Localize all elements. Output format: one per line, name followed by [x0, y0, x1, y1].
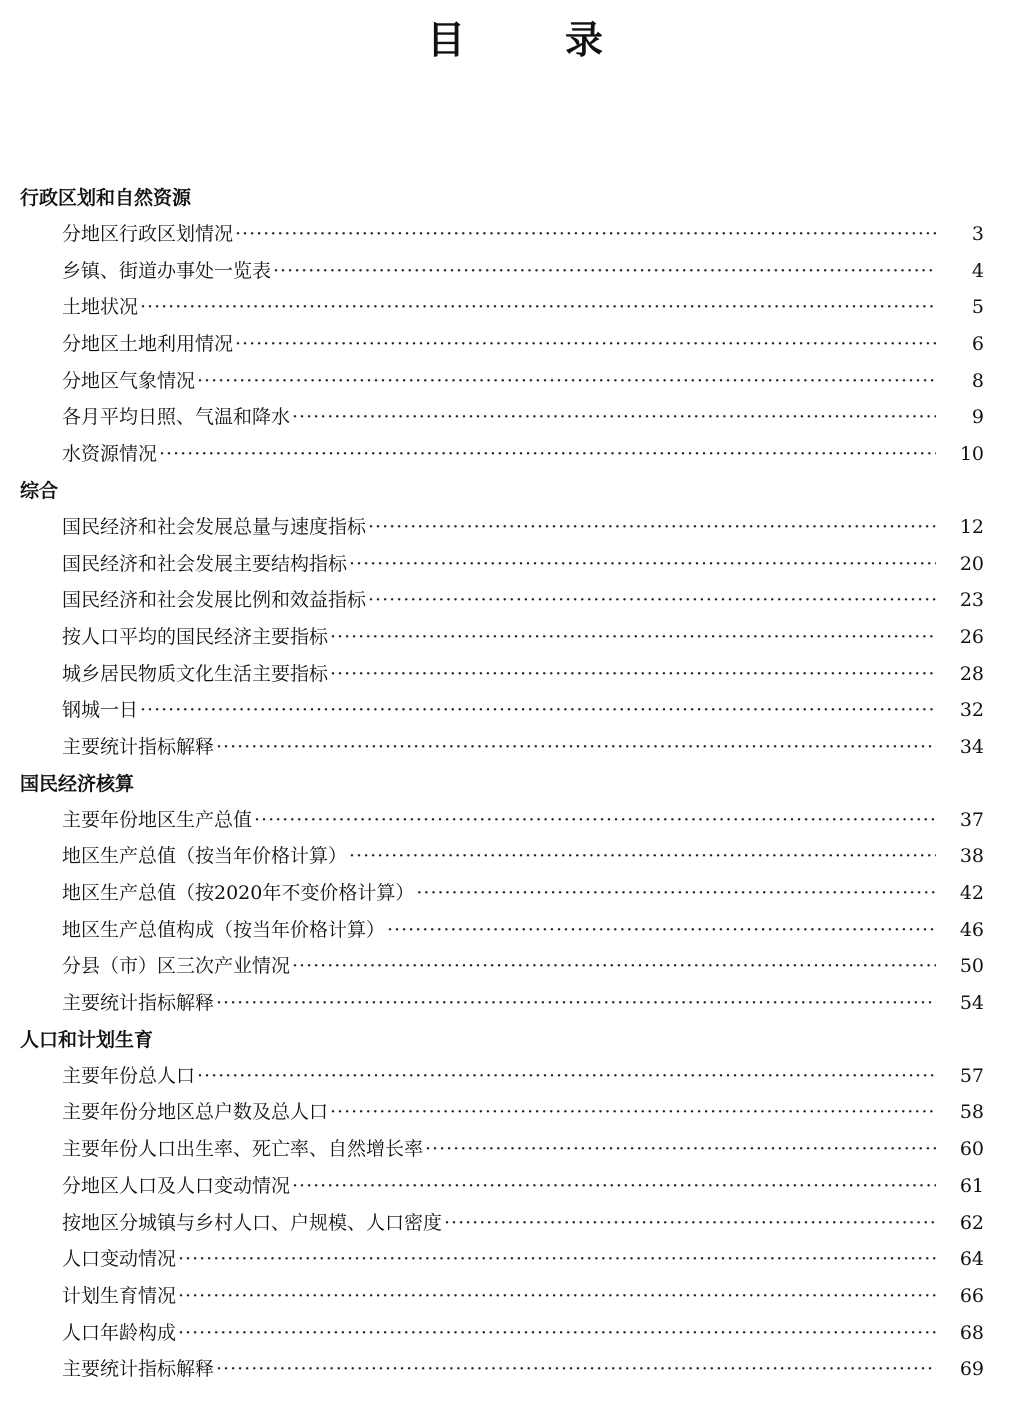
toc-entry[interactable] — [0, 692, 1030, 729]
section-heading: 行政区划和自然资源 — [20, 187, 192, 209]
toc-entry[interactable] — [0, 912, 1030, 949]
toc-entry-title: 水资源情况 — [62, 443, 158, 466]
dot-leader — [140, 692, 936, 729]
toc-entry-page-number: 5 — [971, 296, 984, 319]
toc-entry[interactable] — [0, 326, 1030, 363]
toc-entry-page-number: 58 — [959, 1101, 984, 1124]
dot-leader — [292, 948, 936, 985]
toc-entry-page-number: 69 — [959, 1358, 984, 1381]
dot-leader — [425, 1131, 936, 1168]
dot-leader — [368, 582, 936, 619]
toc-entry-page-number: 68 — [959, 1321, 984, 1344]
dot-leader — [292, 399, 936, 436]
toc-entry-page-number: 23 — [959, 589, 984, 612]
toc-entry[interactable] — [0, 253, 1030, 290]
toc-entry-page-number: 57 — [959, 1064, 984, 1087]
toc-entry-page-number: 37 — [959, 808, 984, 831]
section-heading: 综合 — [20, 479, 59, 502]
toc-entry[interactable] — [0, 1241, 1030, 1278]
toc-entry[interactable] — [0, 656, 1030, 693]
toc-entry-title: 按人口平均的国民经济主要指标 — [62, 625, 329, 648]
toc-entry-page-number: 42 — [959, 882, 984, 904]
dot-leader — [216, 729, 936, 766]
toc-entry-page-number: 26 — [959, 625, 984, 648]
toc-entry-title: 分地区土地利用情况 — [62, 333, 234, 356]
dot-leader — [140, 289, 936, 326]
toc-entry-title: 人口变动情况 — [62, 1248, 177, 1271]
page-title: 目录 — [426, 18, 703, 62]
dot-leader — [159, 436, 936, 473]
toc-entry-title: 主要统计指标解释 — [62, 735, 215, 758]
dot-leader — [197, 363, 936, 400]
toc-entry-page-number: 9 — [971, 406, 984, 429]
toc-entry-title: 主要年份分地区总户数及总人口 — [62, 1101, 329, 1124]
toc-entry-page-number: 28 — [959, 662, 984, 685]
dot-leader — [178, 1241, 936, 1278]
dot-leader — [197, 1058, 936, 1095]
toc-entry-page-number: 54 — [959, 992, 984, 1015]
toc-entry-title: 土地状况 — [62, 296, 139, 319]
toc-entry-title: 国民经济和社会发展主要结构指标 — [62, 552, 348, 575]
toc-entry-title: 主要年份总人口 — [62, 1064, 196, 1087]
toc-entry-page-number: 10 — [959, 443, 984, 466]
toc-entry-page-number: 8 — [971, 369, 984, 392]
section-heading: 国民经济核算 — [20, 772, 135, 795]
toc-entry-title: 分县（市）区三次产业情况 — [62, 955, 291, 978]
toc-entry[interactable] — [0, 509, 1030, 546]
toc-section — [0, 1022, 1030, 1388]
toc-entry[interactable] — [0, 1168, 1030, 1205]
toc-entry[interactable] — [0, 619, 1030, 656]
dot-leader — [330, 619, 936, 656]
toc-entry[interactable] — [0, 1058, 1030, 1095]
dot-leader — [216, 985, 936, 1022]
toc-entry-page-number: 32 — [959, 699, 984, 722]
dot-leader — [292, 1168, 936, 1205]
toc-entry-title: 分地区人口及人口变动情况 — [62, 1174, 291, 1197]
toc-entry-page-number: 66 — [959, 1284, 984, 1307]
toc-entry[interactable] — [0, 582, 1030, 619]
toc-section — [0, 766, 1030, 1022]
toc-entry[interactable] — [0, 399, 1030, 436]
toc-entry-title: 国民经济和社会发展总量与速度指标 — [62, 515, 367, 538]
dot-leader — [349, 838, 936, 875]
toc-entry[interactable] — [0, 436, 1030, 473]
toc-entry[interactable] — [0, 1094, 1030, 1131]
dot-leader — [330, 1094, 936, 1131]
dot-leader — [368, 509, 936, 546]
toc-entry-page-number: 62 — [959, 1211, 984, 1234]
toc-entry-title: 各月平均日照、气温和降水 — [62, 406, 291, 429]
toc-entry-page-number: 12 — [959, 515, 984, 538]
dot-leader — [178, 1278, 936, 1315]
dot-leader — [216, 1351, 936, 1388]
toc-entry-page-number: 34 — [959, 735, 984, 758]
toc-entry-title: 主要统计指标解释 — [62, 1358, 215, 1381]
toc-entry-page-number: 6 — [971, 333, 984, 356]
toc-entry[interactable] — [0, 1278, 1030, 1315]
dot-leader — [273, 253, 936, 290]
toc-entry-title: 地区生产总值（按当年价格计算） — [62, 845, 348, 868]
toc-entry-title: 分地区行政区划情况 — [62, 223, 234, 245]
toc-entry[interactable] — [0, 1205, 1030, 1242]
toc-entry-title: 地区生产总值构成（按当年价格计算） — [62, 918, 386, 941]
toc-section — [0, 180, 1030, 473]
toc-entry[interactable] — [0, 1131, 1030, 1168]
toc-entry[interactable] — [0, 1315, 1030, 1352]
toc-entry-title: 主要统计指标解释 — [62, 992, 215, 1015]
table-of-contents — [0, 180, 1030, 1388]
toc-entry-title: 主要年份人口出生率、死亡率、自然增长率 — [62, 1138, 424, 1161]
dot-leader — [178, 1315, 936, 1352]
toc-entry[interactable] — [0, 802, 1030, 839]
toc-entry-page-number: 3 — [971, 223, 984, 245]
toc-entry-title: 人口年龄构成 — [62, 1321, 177, 1344]
toc-entry[interactable] — [0, 985, 1030, 1022]
toc-entry-page-number: 20 — [959, 552, 984, 575]
section-heading: 人口和计划生育 — [20, 1028, 154, 1051]
toc-entry[interactable] — [0, 289, 1030, 326]
toc-entry-title: 分地区气象情况 — [62, 369, 196, 392]
toc-entry-page-number: 61 — [959, 1174, 984, 1197]
toc-entry-title: 地区生产总值（按2020年不变价格计算） — [62, 882, 415, 904]
toc-entry[interactable] — [0, 1351, 1030, 1388]
dot-leader — [330, 656, 936, 693]
dot-leader — [349, 546, 936, 583]
toc-entry-title: 城乡居民物质文化生活主要指标 — [62, 662, 329, 685]
toc-entry[interactable] — [0, 875, 1030, 912]
toc-entry-page-number: 64 — [959, 1248, 984, 1271]
toc-entry[interactable] — [0, 838, 1030, 875]
dot-leader — [254, 802, 936, 839]
toc-entry[interactable] — [0, 729, 1030, 766]
toc-entry[interactable] — [0, 216, 1030, 253]
dot-leader — [387, 912, 936, 949]
toc-entry-page-number: 50 — [959, 955, 984, 978]
toc-entry-title: 国民经济和社会发展比例和效益指标 — [62, 589, 367, 612]
toc-entry[interactable] — [0, 546, 1030, 583]
toc-entry-page-number: 4 — [971, 259, 984, 282]
toc-entry-page-number: 60 — [959, 1138, 984, 1161]
dot-leader — [235, 326, 936, 363]
toc-entry-title: 按地区分城镇与乡村人口、户规模、人口密度 — [62, 1211, 443, 1234]
toc-entry-title: 计划生育情况 — [62, 1284, 177, 1307]
toc-entry-page-number: 38 — [959, 845, 984, 868]
toc-entry-title: 钢城一日 — [62, 699, 139, 722]
toc-section — [0, 473, 1030, 766]
toc-entry-title: 乡镇、街道办事处一览表 — [62, 259, 272, 282]
toc-entry[interactable] — [0, 948, 1030, 985]
toc-entry-title: 主要年份地区生产总值 — [62, 808, 253, 831]
toc-entry-page-number: 46 — [959, 918, 984, 941]
dot-leader — [416, 875, 936, 912]
toc-entry[interactable] — [0, 363, 1030, 400]
dot-leader — [444, 1205, 936, 1242]
dot-leader — [235, 216, 936, 253]
